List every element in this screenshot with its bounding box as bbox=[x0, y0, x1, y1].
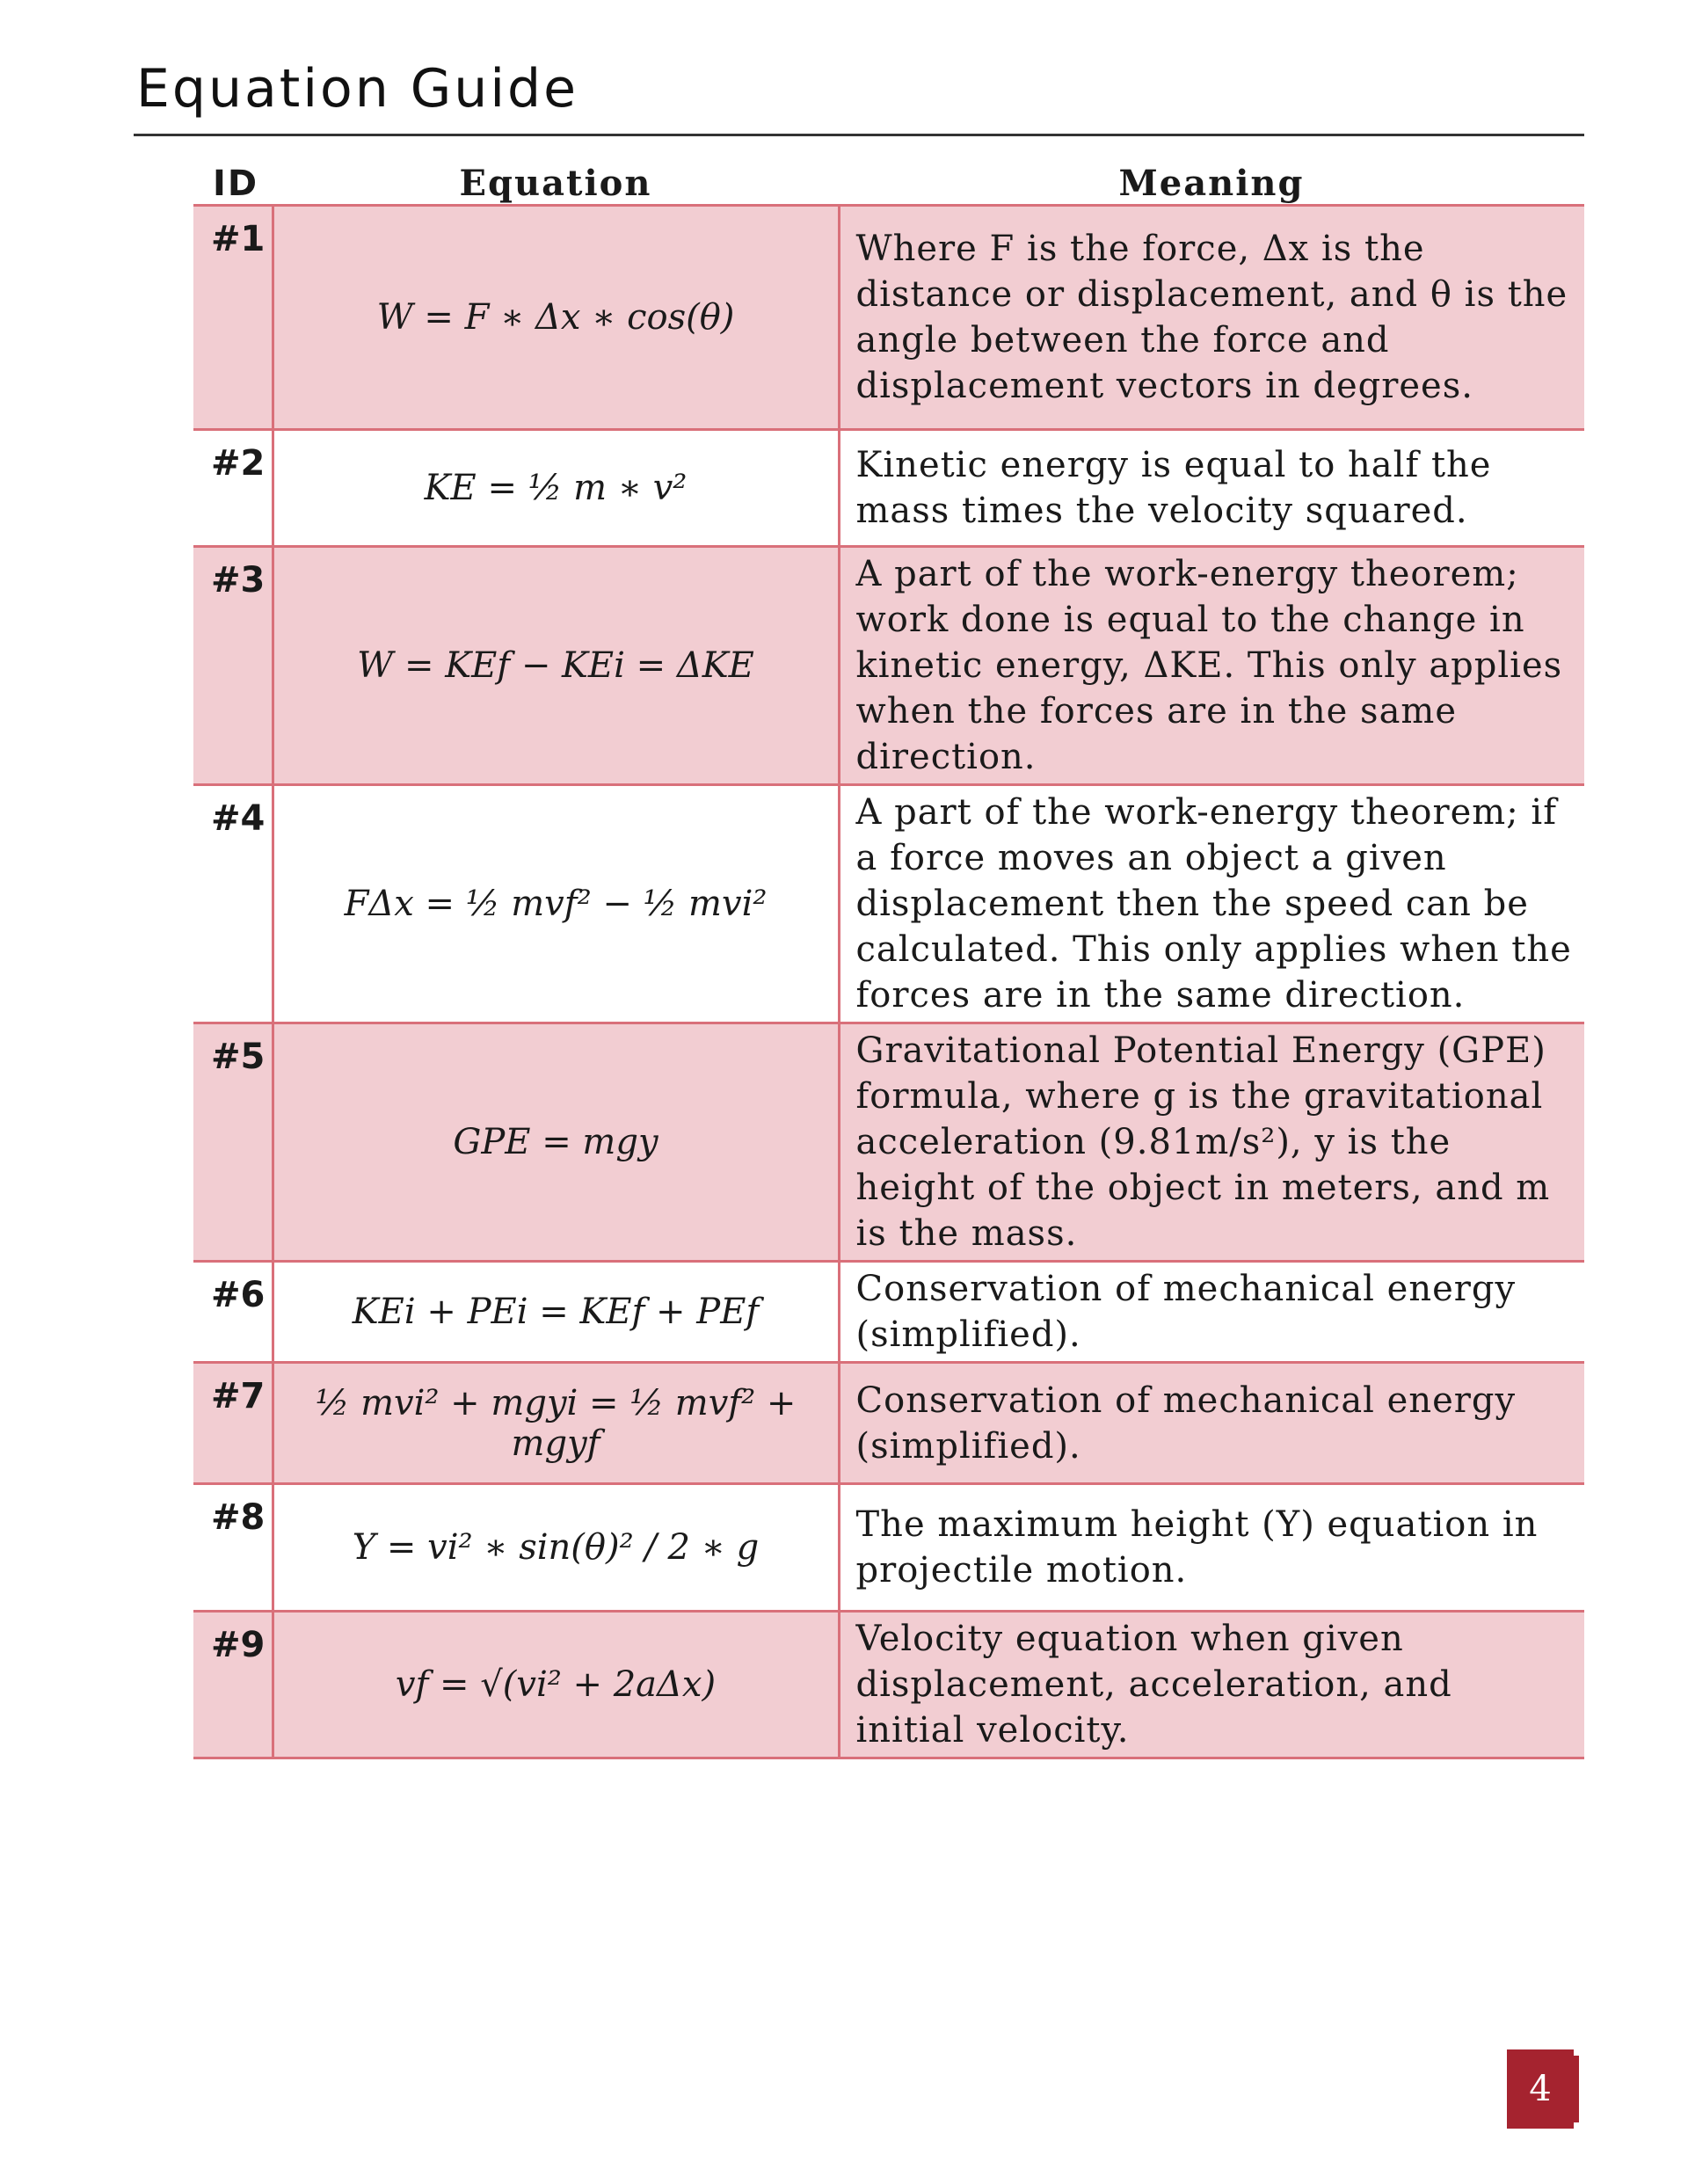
row-meaning: Kinetic energy is equal to half the mass times the velocity squared. bbox=[839, 430, 1584, 547]
row-meaning: Conservation of mechanical energy (simplified). bbox=[839, 1363, 1584, 1484]
table-header-row bbox=[193, 155, 1584, 206]
row-id: #9 bbox=[193, 1612, 273, 1758]
table-row bbox=[193, 1484, 1584, 1612]
table-row bbox=[193, 1023, 1584, 1262]
row-equation: W = KEf − KEi = ΔKE bbox=[273, 547, 839, 785]
table-row bbox=[193, 547, 1584, 785]
row-id: #7 bbox=[193, 1363, 273, 1484]
table-row bbox=[193, 785, 1584, 1023]
table-row bbox=[193, 430, 1584, 547]
row-equation: KEi + PEi = KEf + PEf bbox=[273, 1262, 839, 1363]
table-row bbox=[193, 1363, 1584, 1484]
row-id: #4 bbox=[193, 785, 273, 1023]
row-equation: GPE = mgy bbox=[273, 1023, 839, 1262]
row-meaning: Where F is the force, Δx is the distance or displacement, and θ is the angle between the force and displacement vectors in degrees. bbox=[839, 206, 1584, 430]
table-row bbox=[193, 1612, 1584, 1758]
equation-table bbox=[193, 155, 1584, 1759]
row-id: #6 bbox=[193, 1262, 273, 1363]
header-meaning: Meaning bbox=[839, 155, 1584, 206]
header-id: ID bbox=[193, 155, 273, 206]
row-equation: FΔx = ½ mvf² − ½ mvi² bbox=[273, 785, 839, 1023]
header-equation: Equation bbox=[273, 155, 839, 206]
row-id: #3 bbox=[193, 547, 273, 785]
row-meaning: A part of the work-energy theorem; work done is equal to the change in kinetic energy, ΔKE. This only applies when the forces are in the same direction. bbox=[839, 547, 1584, 785]
page-title: Equation Guide bbox=[136, 58, 578, 120]
table-row bbox=[193, 1262, 1584, 1363]
page-number-badge: 4 bbox=[1507, 2049, 1574, 2129]
row-meaning: Conservation of mechanical energy (simplified). bbox=[839, 1262, 1584, 1363]
row-meaning: A part of the work-energy theorem; if a force moves an object a given displacement then the speed can be calculated. This only applies when the forces are in the same direction. bbox=[839, 785, 1584, 1023]
row-equation: ½ mvi² + mgyi = ½ mvf² + mgyf bbox=[273, 1363, 839, 1484]
row-equation: vf = √(vi² + 2aΔx) bbox=[273, 1612, 839, 1758]
row-equation: W = F ∗ Δx ∗ cos(θ) bbox=[273, 206, 839, 430]
table-row bbox=[193, 206, 1584, 430]
row-id: #5 bbox=[193, 1023, 273, 1262]
row-id: #8 bbox=[193, 1484, 273, 1612]
row-equation: KE = ½ m ∗ v² bbox=[273, 430, 839, 547]
row-meaning: The maximum height (Y) equation in projectile motion. bbox=[839, 1484, 1584, 1612]
row-equation: Y = vi² ∗ sin(θ)² / 2 ∗ g bbox=[273, 1484, 839, 1612]
row-meaning: Gravitational Potential Energy (GPE) formula, where g is the gravitational acceleration (9.81m/s²), y is the height of the object in meters, and m is the mass. bbox=[839, 1023, 1584, 1262]
title-divider bbox=[134, 134, 1584, 136]
row-id: #2 bbox=[193, 430, 273, 547]
row-meaning: Velocity equation when given displacement, acceleration, and initial velocity. bbox=[839, 1612, 1584, 1758]
page-badge-tab bbox=[1574, 2056, 1579, 2122]
row-id: #1 bbox=[193, 206, 273, 430]
